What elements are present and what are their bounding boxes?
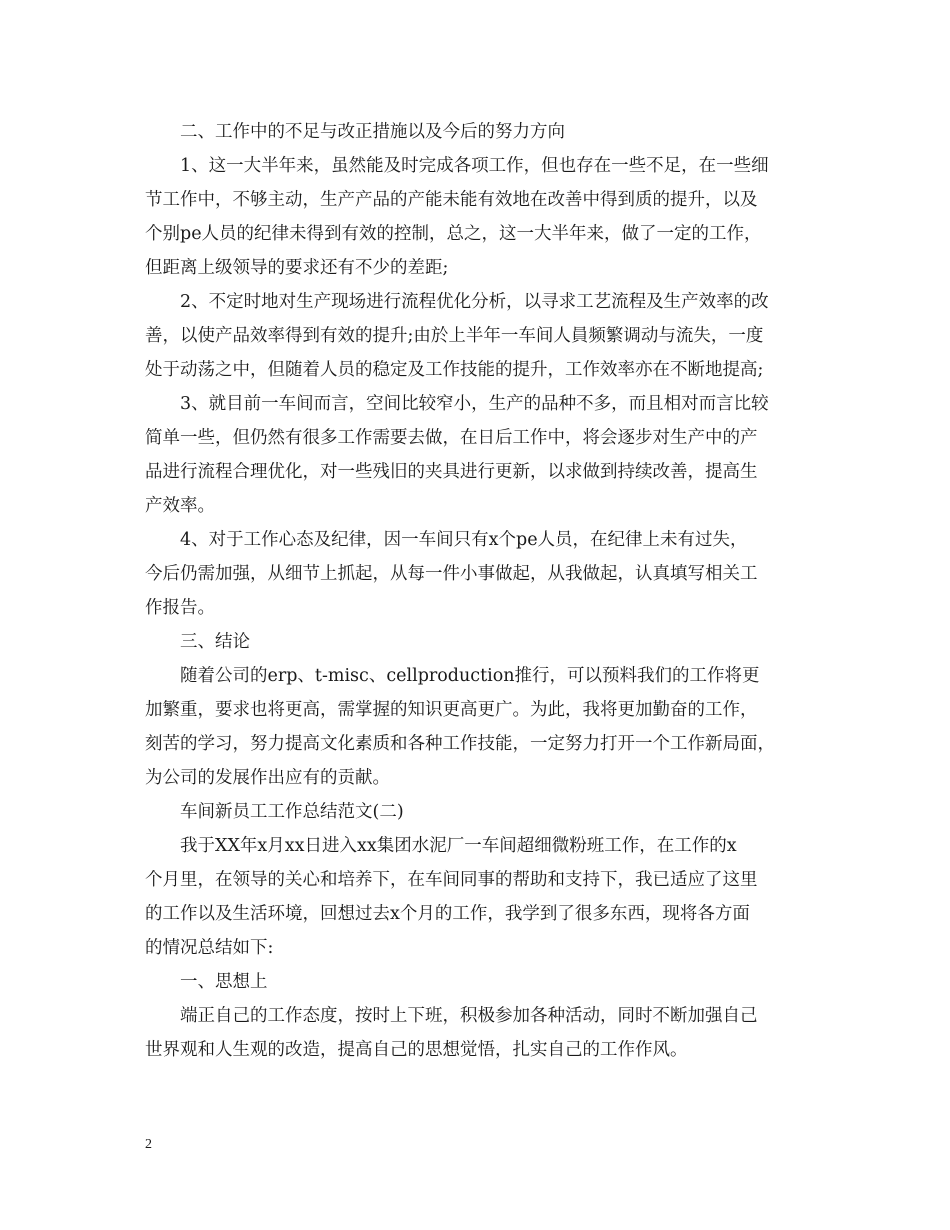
paragraph-line: 个月里，在领导的关心和培养下，在车间同事的帮助和支持下，我已适应了这里 — [145, 870, 758, 890]
paragraph-line: 为公司的发展作出应有的贡献。 — [145, 768, 390, 788]
paragraph-line: 善，以使产品效率得到有效的提升;由於上半年一车间人員频繁调动与流失，一度 — [145, 326, 764, 346]
paragraph-line: 刻苦的学习，努力提高文化素质和各种工作技能，一定努力打开一个工作新局面， — [145, 734, 775, 754]
paragraph-line: 个别pe人员的纪律未得到有效的控制，总之，这一大半年来，做了一定的工作， — [145, 224, 762, 244]
paragraph-line: 加繁重，要求也将更高，需掌握的知识更高更广。为此，我将更加勤奋的工作， — [145, 700, 758, 720]
paragraph-line: 2、不定时地对生产现场进行流程优化分析，以寻求工艺流程及生产效率的改 — [180, 292, 769, 312]
section-title-example-two: 车间新员工工作总结范文(二) — [180, 802, 404, 822]
heading-conclusion: 三、结论 — [180, 632, 250, 652]
paragraph-line: 但距离上级领导的要求还有不少的差距; — [145, 258, 449, 278]
paragraph-line: 的情况总结如下: — [145, 938, 274, 958]
document-body — [145, 115, 810, 1067]
paragraph-line: 4、对于工作心态及纪律，因一车间只有x个pe人员，在纪律上未有过失， — [180, 530, 748, 550]
paragraph-line: 作报告。 — [145, 598, 215, 618]
heading-shortcomings: 二、工作中的不足与改正措施以及今后的努力方向 — [180, 122, 565, 142]
page-number: 2 — [145, 1137, 152, 1152]
paragraph-line: 随着公司的erp、t-misc、cellproduction推行，可以预料我们的工作将更 — [180, 666, 760, 686]
paragraph-line: 3、就目前一车间而言，空间比较窄小，生产的品种不多，而且相对而言比较 — [180, 394, 769, 414]
paragraph-line: 产效率。 — [145, 496, 215, 516]
paragraph-line: 处于动荡之中，但随着人员的稳定及工作技能的提升，工作效率亦在不断地提高; — [145, 360, 764, 380]
paragraph-line: 简单一些，但仍然有很多工作需要去做，在日后工作中，将会逐步对生产中的产 — [145, 428, 758, 448]
paragraph-line: 世界观和人生观的改造，提高自己的思想觉悟，扎实自己的工作作风。 — [145, 1040, 688, 1060]
paragraph-line: 品进行流程合理优化，对一些残旧的夹具进行更新，以求做到持续改善，提高生 — [145, 462, 758, 482]
paragraph-line: 今后仍需加强，从细节上抓起，从每一件小事做起，从我做起，认真填写相关工 — [145, 564, 758, 584]
paragraph-line: 端正自己的工作态度，按时上下班，积极参加各种活动，同时不断加强自己 — [180, 1006, 758, 1026]
heading-thinking: 一、思想上 — [180, 972, 268, 992]
paragraph-line: 1、这一大半年来，虽然能及时完成各项工作，但也存在一些不足，在一些细 — [180, 156, 769, 176]
paragraph-line: 节工作中，不够主动，生产产品的产能未能有效地在改善中得到质的提升，以及 — [145, 190, 758, 210]
paragraph-line: 的工作以及生活环境，回想过去x个月的工作，我学到了很多东西，现将各方面 — [145, 904, 750, 924]
paragraph-line: 我于XX年x月xx日进入xx集团水泥厂一车间超细微粉班工作，在工作的x — [180, 836, 737, 856]
